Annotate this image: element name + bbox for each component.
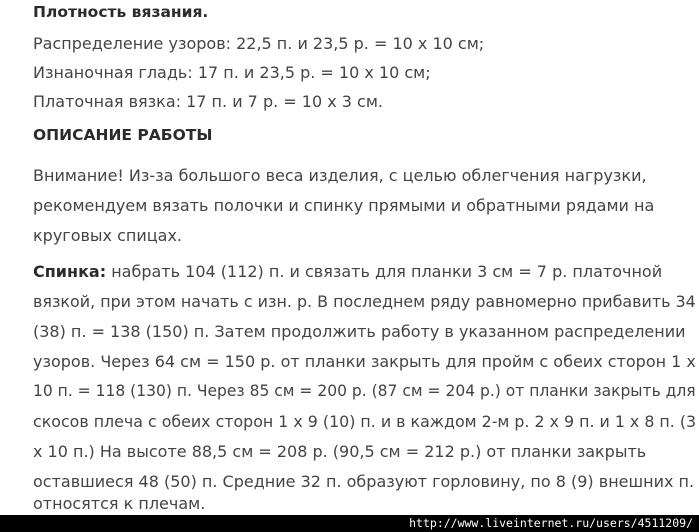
section-heading: ОПИСАНИЕ РАБОТЫ bbox=[33, 126, 213, 144]
back-line: узоров. Через 64 см = 150 р. от планки закрыть для пройм с обеих сторон 1 х bbox=[33, 352, 696, 371]
back-line: скосов плеча с обеих сторон 1 х 9 (10) п. и в каждом 2-м р. 2 х 9 п. и 1 х 8 п. (3 bbox=[33, 412, 697, 431]
density-line-garter: Платочная вязка: 17 п. и 7 р. = 10 х 3 см. bbox=[33, 92, 383, 111]
density-line-patterns: Распределение узоров: 22,5 п. и 23,5 р. = 10 х 10 см; bbox=[33, 34, 485, 53]
back-line: 10 п. = 118 (130) п. Через 85 см = 200 р. (87 см = 204 р.) от планки закрыть для bbox=[33, 382, 696, 400]
back-line: (38) п. = 138 (150) п. Затем продолжить работу в указанном распределении bbox=[33, 322, 686, 341]
back-line: вязкой, при этом начать с изн. р. В последнем ряду равномерно прибавить 34 bbox=[33, 292, 696, 311]
back-line-last: относятся к плечам. bbox=[33, 494, 206, 513]
notice-line: рекомендуем вязать полочки и спинку прямыми и обратными рядами на bbox=[33, 196, 655, 215]
back-line: оставшиеся 48 (50) п. Средние 32 п. образуют горловину, по 8 (9) внешних п. bbox=[33, 472, 695, 491]
back-first-line bbox=[33, 262, 662, 281]
back-first-line-text: набрать 104 (112) п. и связать для планки 3 см = 7 р. платочной bbox=[106, 262, 663, 281]
watermark-bar bbox=[0, 515, 699, 532]
density-line-reverse-stockinette: Изнаночная гладь: 17 п. и 23,5 р. = 10 х 10 см; bbox=[33, 63, 431, 82]
notice-line: Внимание! Из-за большого веса изделия, с целью облегчения нагрузки, bbox=[33, 166, 647, 185]
source-url[interactable]: http://www.liveinternet.ru/users/4511209/ bbox=[409, 516, 693, 530]
back-label: Спинка: bbox=[33, 262, 107, 281]
density-heading: Плотность вязания. bbox=[33, 3, 209, 21]
back-line: х 10 п.) На высоте 88,5 см = 208 р. (90,5 см = 212 р.) от планки закрыть bbox=[33, 442, 647, 461]
notice-line: круговых спицах. bbox=[33, 226, 183, 245]
